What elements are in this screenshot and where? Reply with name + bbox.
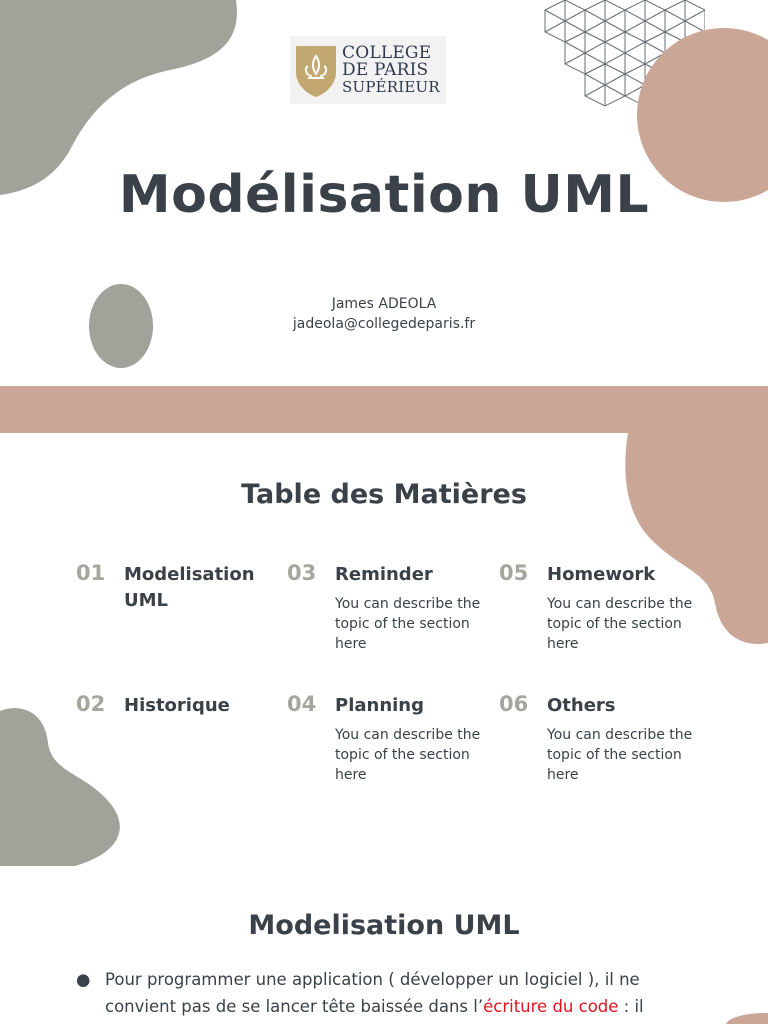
college-logo: [290, 36, 446, 104]
toc-title: Planning: [335, 695, 425, 716]
slide-divider-band: [0, 386, 768, 433]
toc-number: 02: [76, 692, 106, 716]
toc-description: You can describe the topic of the section here: [547, 596, 693, 652]
toc-title: Reminder: [335, 564, 433, 585]
grey-blob-bottom-left: [0, 703, 125, 866]
section-heading: Modelisation UML: [248, 910, 520, 941]
toc-heading: Table des Matières: [241, 479, 527, 510]
bullet-text-part-2: : il: [618, 997, 644, 1016]
logo-line-1: COLLEGE: [342, 42, 432, 63]
author-email: jadeola@collegedeparis.fr: [292, 316, 476, 332]
bullet-icon: ●: [76, 970, 91, 989]
shield-fleur-de-lis-icon: [294, 42, 338, 98]
toc-description: You can describe the topic of the section here: [335, 727, 481, 783]
logo-wordmark: [342, 42, 440, 96]
toc-title: Modelisation UML: [124, 564, 255, 611]
toc-description: You can describe the topic of the section here: [335, 596, 481, 652]
presentation-title: Modélisation UML: [118, 165, 650, 225]
toc-number: 01: [76, 561, 106, 585]
bullet-text: [105, 966, 695, 1020]
section-slide: [0, 866, 768, 1024]
toc-number: 06: [499, 692, 529, 716]
toc-title: Historique: [124, 695, 230, 716]
tan-blob-corner: [718, 1011, 768, 1024]
bullet-highlight: écriture du code: [483, 997, 619, 1016]
toc-description: You can describe the topic of the section here: [547, 727, 693, 783]
toc-number: 04: [287, 692, 317, 716]
toc-slide: [0, 433, 768, 866]
toc-title: Homework: [547, 564, 656, 585]
logo-line-2: DE PARIS: [342, 59, 429, 80]
logo-line-3: SUPÉRIEUR: [342, 77, 440, 96]
bullet-text-part-1: Pour programmer une application ( développer un logiciel ), il ne convient pas de se lancer tête baissée dans l’: [105, 970, 640, 1016]
cover-slide: [0, 0, 768, 386]
author-name: James ADEOLA: [331, 296, 437, 312]
author-block: [0, 294, 768, 334]
toc-number: 03: [287, 561, 317, 585]
toc-number: 05: [499, 561, 529, 585]
toc-title: Others: [547, 695, 616, 716]
